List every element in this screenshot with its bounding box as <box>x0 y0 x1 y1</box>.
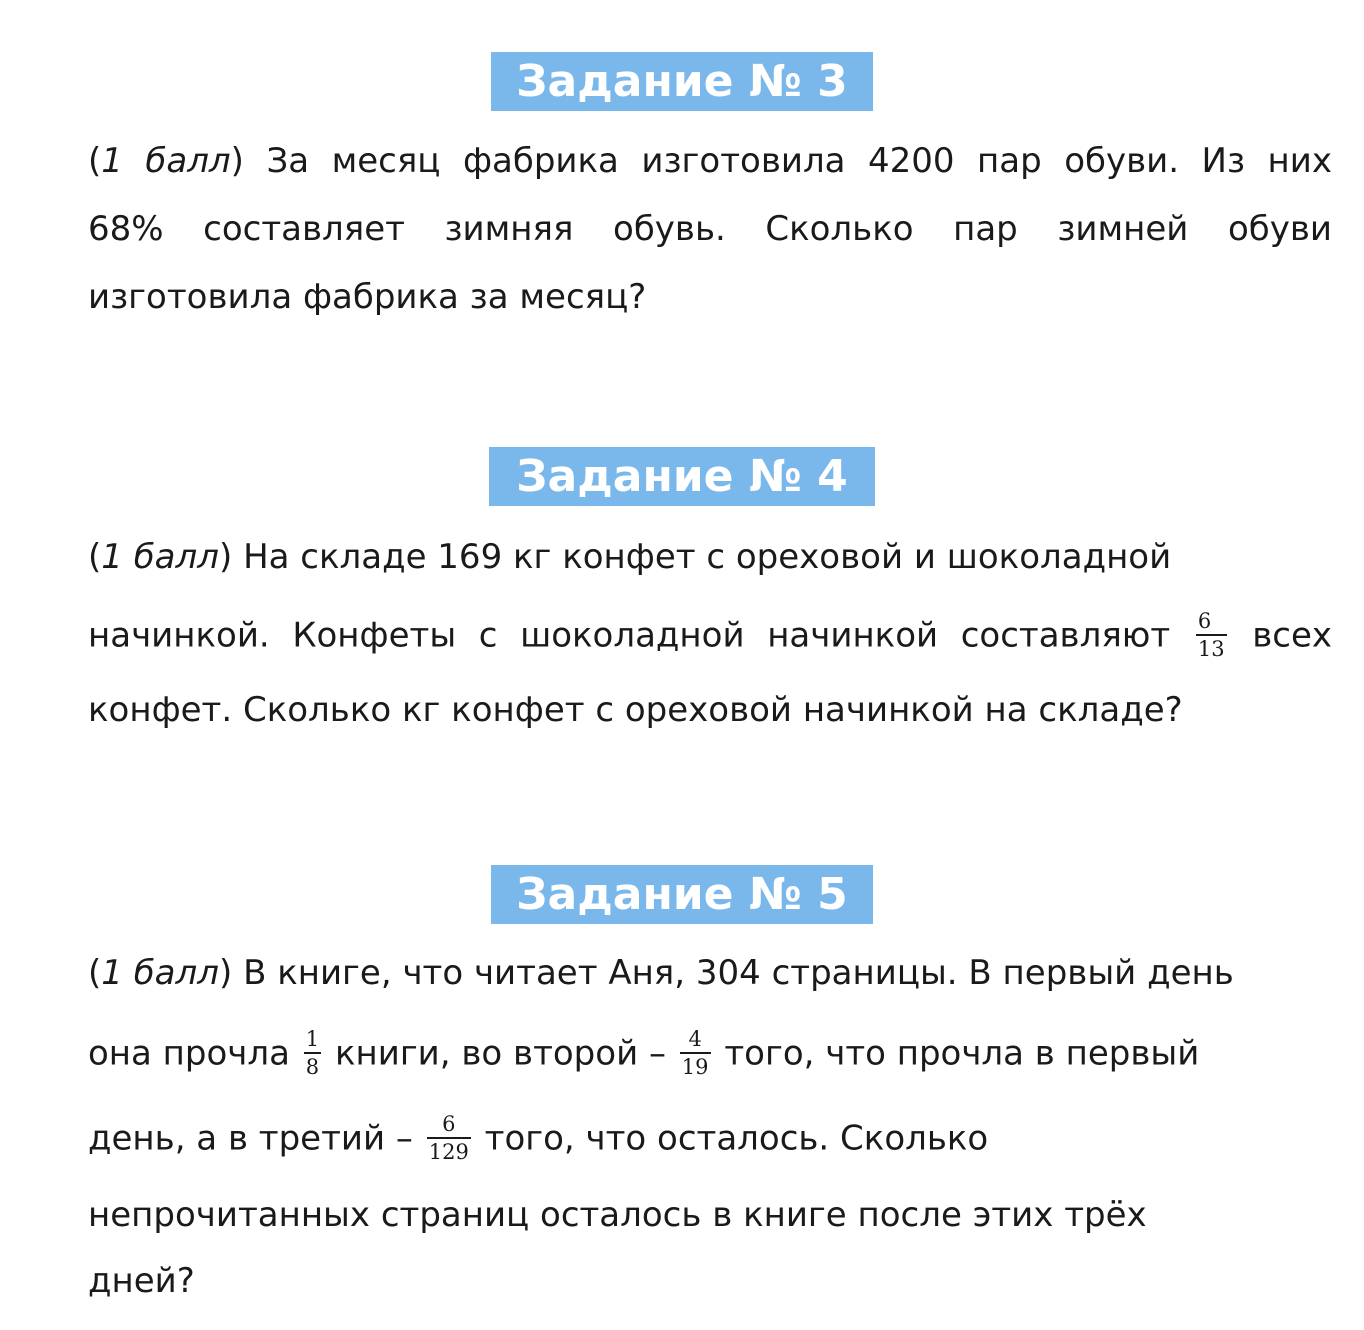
fraction-numerator: 6 <box>427 1113 471 1139</box>
task-4-text-1: На складе 169 кг конфет с ореховой и шоколадной <box>243 537 1172 577</box>
task-5-text-2a: она прочла <box>88 1033 290 1074</box>
task-3-points: 1 балл <box>101 141 231 181</box>
task-3-line-3: изготовила фабрика за месяц? <box>88 277 647 317</box>
task-5-fraction-2 <box>680 1028 711 1078</box>
task-5-points: 1 балл <box>101 953 219 993</box>
task-4-text-2a: начинкой. Конфеты с шоколадной начинкой составляют <box>88 615 1171 656</box>
task-4-points: 1 балл <box>101 537 219 577</box>
task-5-title: Задание № 5 <box>491 865 873 924</box>
task-4-fraction-1 <box>1196 610 1227 660</box>
task-5-line-5: дней? <box>88 1261 195 1301</box>
fraction-numerator: 6 <box>1196 610 1227 636</box>
task-5-text-2c: того, что прочла в первый <box>724 1033 1200 1074</box>
task-5-text-3a: день, а в третий – <box>88 1118 413 1159</box>
task-4-line-2 <box>88 609 1333 662</box>
task-5-line-2 <box>88 1027 1200 1080</box>
task-5-fraction-1 <box>304 1028 321 1078</box>
task-3-line-2: 68% составляет зимняя обувь. Сколько пар зимней обуви <box>88 209 1332 249</box>
task-4-text-2b: всех <box>1252 615 1333 656</box>
task-4-title: Задание № 4 <box>489 447 875 506</box>
task-5-text-2b: книги, во второй – <box>334 1033 666 1074</box>
fraction-denominator: 8 <box>305 1055 320 1079</box>
task-5-text-1: В книге, что читает Аня, 304 страницы. В первый день <box>243 953 1234 993</box>
task-3-line-1: (1 балл) За месяц фабрика изготовила 4200 пар обуви. Из них <box>88 141 1332 181</box>
fraction-denominator: 129 <box>428 1140 469 1164</box>
task-3-text-1: За месяц фабрика изготовила 4200 пар обуви. Из них <box>266 141 1332 181</box>
task-3-title: Задание № 3 <box>491 52 873 111</box>
task-5-line-1: (1 балл) В книге, что читает Аня, 304 страницы. В первый день <box>88 953 1234 993</box>
task-4-line-3: конфет. Сколько кг конфет с ореховой начинкой на складе? <box>88 690 1183 730</box>
task-5-fraction-3 <box>427 1113 471 1163</box>
task-5-line-3 <box>88 1112 989 1165</box>
task-5-line-4: непрочитанных страниц осталось в книге после этих трёх <box>88 1195 1147 1235</box>
fraction-denominator: 13 <box>1197 637 1225 661</box>
fraction-numerator: 1 <box>304 1028 321 1054</box>
fraction-denominator: 19 <box>681 1055 709 1079</box>
task-5-text-3b: того, что осталось. Сколько <box>484 1118 989 1159</box>
task-4-line-1: (1 балл) На складе 169 кг конфет с ореховой и шоколадной <box>88 537 1172 577</box>
fraction-numerator: 4 <box>680 1028 711 1054</box>
